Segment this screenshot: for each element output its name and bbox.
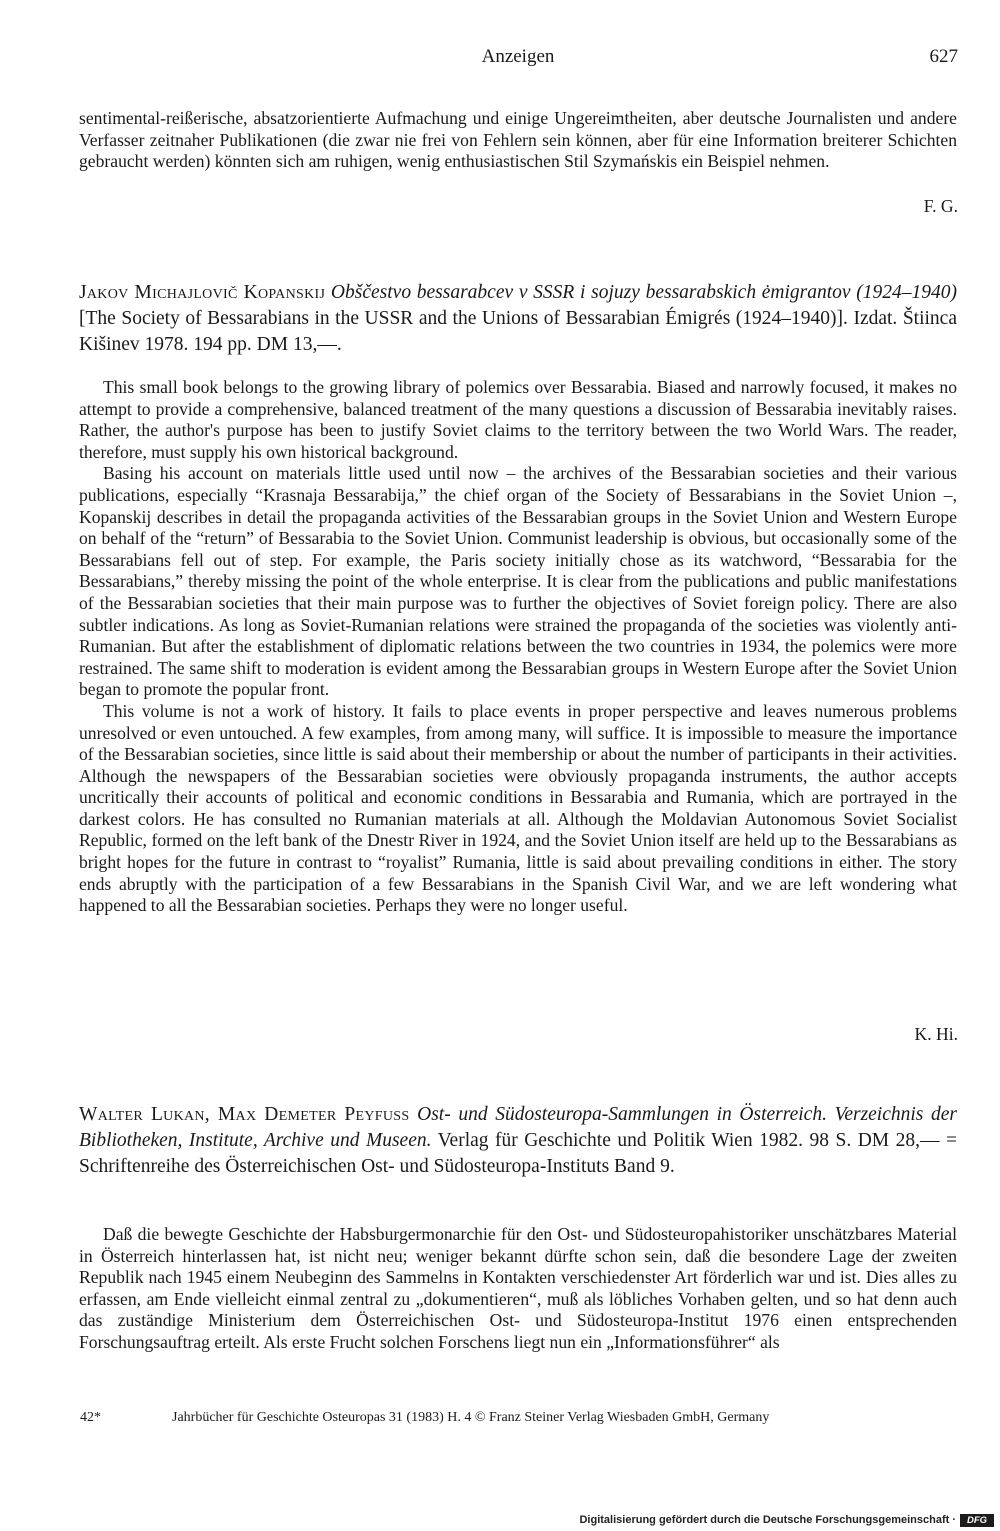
book-author: Walter Lukan, Max Demeter Peyfuss <box>79 1104 410 1125</box>
page-number: 627 <box>929 46 958 67</box>
carryover-paragraph: sentimental-reißerische, absatzorientierte Aufmachung und einige Ungereimtheiten, aber deutsche Journalisten und andere Verfasser zeitnaher Publikationen (die zwar nie frei von Fehlern sein können, aber für eine Information breiterer Schichten gebraucht werden) könnten sich am ruhigen, wenig enthusiastischen Stil Szymańskis ein Beispiel nehmen. <box>79 108 957 172</box>
review-paragraph: Daß die bewegte Geschichte der Habsburgermonarchie für den Ost- und Südosteuropahistoriker unschätzbares Material in Österreich hinterlassen hat, ist nicht neu; weniger bekannt dürfte schon sein, daß die besondere Lage der zweiten Republik nach 1945 einem Neubeginn des Sammelns in Kontakten verschiedenster Art förderlich war und ist. Dies alles zu erfassen, am Ende vielleicht einmal zentral zu „dokumentieren“, muß als löbliches Vorhaben gelten, und so hat denn auch das zuständige Ministerium dem Österreichischen Ost- und Südosteuropa-Institut 1976 einen entsprechenden Forschungsauftrag erteilt. Als erste Frucht solchen Forschens liegt nun ein „Informationsführer“ als <box>79 1224 957 1352</box>
review-lukan-body <box>79 1224 957 1354</box>
book-title: Obščestvo bessarabcev v SSSR i sojuzy bessarabskich ėmigrantov (1924–1940) <box>330 282 957 303</box>
book-publication-details: [The Society of Bessarabians in the USSR and the Unions of Bessarabian Émigrés (1924–1940)]. Izdat. Štiinca Kišinev 1978. 194 pp. DM 13,—. <box>79 308 957 355</box>
review-kopanskij-heading <box>79 280 957 358</box>
running-head <box>78 46 958 76</box>
review-paragraph: This small book belongs to the growing library of polemics over Bessarabia. Biased and narrowly focused, it makes no attempt to provide a comprehensive, balanced treatment of the many questions a discussion of Bessarabia inevitably raises. Rather, the author's purpose has been to justify Soviet claims to the territory between the two World Wars. The reader, therefore, must supply his own historical background. <box>79 377 957 462</box>
dfg-logo: DFG <box>960 1514 994 1527</box>
reviewer-initials-fg: F. G. <box>923 196 958 216</box>
digitization-credit: Digitalisierung gefördert durch die Deutsche Forschungsgemeinschaft · <box>579 1514 956 1526</box>
reviewer-initials-khi: K. Hi. <box>914 1024 958 1044</box>
running-title: Anzeigen <box>481 46 555 67</box>
review-kopanskij-body <box>79 377 957 917</box>
journal-citation: Jahrbücher für Geschichte Osteuropas 31 (1983) H. 4 © Franz Steiner Verlag Wiesbaden GmbH, Germany <box>172 1410 770 1425</box>
bibliographic-entry <box>79 280 957 358</box>
book-publication-details: Verlag für Geschichte und Politik Wien 1982. 98 S. DM 28,— = Schriftenreihe des Österreichischen Ost- und Südosteuropa-Instituts Band 9. <box>79 1130 957 1177</box>
bibliographic-entry <box>79 1102 957 1180</box>
printer-signature: 42* <box>80 1410 101 1425</box>
digitization-notice <box>0 1509 1000 1531</box>
book-title: Ost- und Südosteuropa-Sammlungen in Österreich. Verzeichnis der Bibliotheken, Institute, Archive und Museen. <box>79 1104 958 1151</box>
review-paragraph: Basing his account on materials little used until now – the archives of the Bessarabian societies and their various publications, especially “Krasnaja Bessarabija,” the chief organ of the Society of Bessarabians in the Soviet Union –, Kopanskij describes in detail the propaganda activities of the Bessarabian groups in the Soviet Union and Western Europe on behalf of the “return” of Bessarabia to the Soviet Union. Communist leadership is obvious, but occasionally some of the Bessarabians fell out of step. For example, the Paris society initially chose as its watchword, “Bessarabia for the Bessarabians,” thereby missing the point of the whole enterprise. It is clear from the publications and public manifestations of the Bessarabian societies that their main purpose was to further the objectives of Soviet foreign policy. There are also subtler indications. As long as Soviet-Rumanian relations were strained the propaganda of the societies was violently anti-Rumanian. But after the establishment of diplomatic relations between the two countries in 1934, the polemics were more restrained. The same shift to moderation is evident among the Bessarabian groups in Western Europe after the Soviet Union began to promote the popular front. <box>79 463 957 700</box>
review-paragraph: This volume is not a work of history. It fails to place events in proper perspective and leaves numerous problems unresolved or even untouched. A few examples, from among many, will suffice. It is impossible to measure the importance of the Bessarabian societies, since little is said about their membership or about the number of participants in their activities. Although the newspapers of the Bessarabian societies were obviously propaganda instruments, the author accepts uncritically their accounts of political and economic conditions in Bessarabia and Rumania, which are portrayed in the darkest colors. He has consulted no Rumanian materials at all. Although the Moldavian Autonomous Soviet Socialist Republic, formed on the left bank of the Dnestr River in 1924, and the Soviet Union itself are held up to the Bessarabians as bright hopes for the future in contrast to “royalist” Rumania, little is said about prevailing conditions in either. The story ends abruptly with the participation of a few Bessarabians in the Spanish Civil War, and we are left wondering what happened to all the Bessarabian societies. Perhaps they were no longer useful. <box>79 700 957 916</box>
carryover-review <box>79 108 957 173</box>
review-lukan-heading <box>79 1102 957 1180</box>
book-author: Jakov Michajlovič Kopanskij <box>79 282 326 303</box>
